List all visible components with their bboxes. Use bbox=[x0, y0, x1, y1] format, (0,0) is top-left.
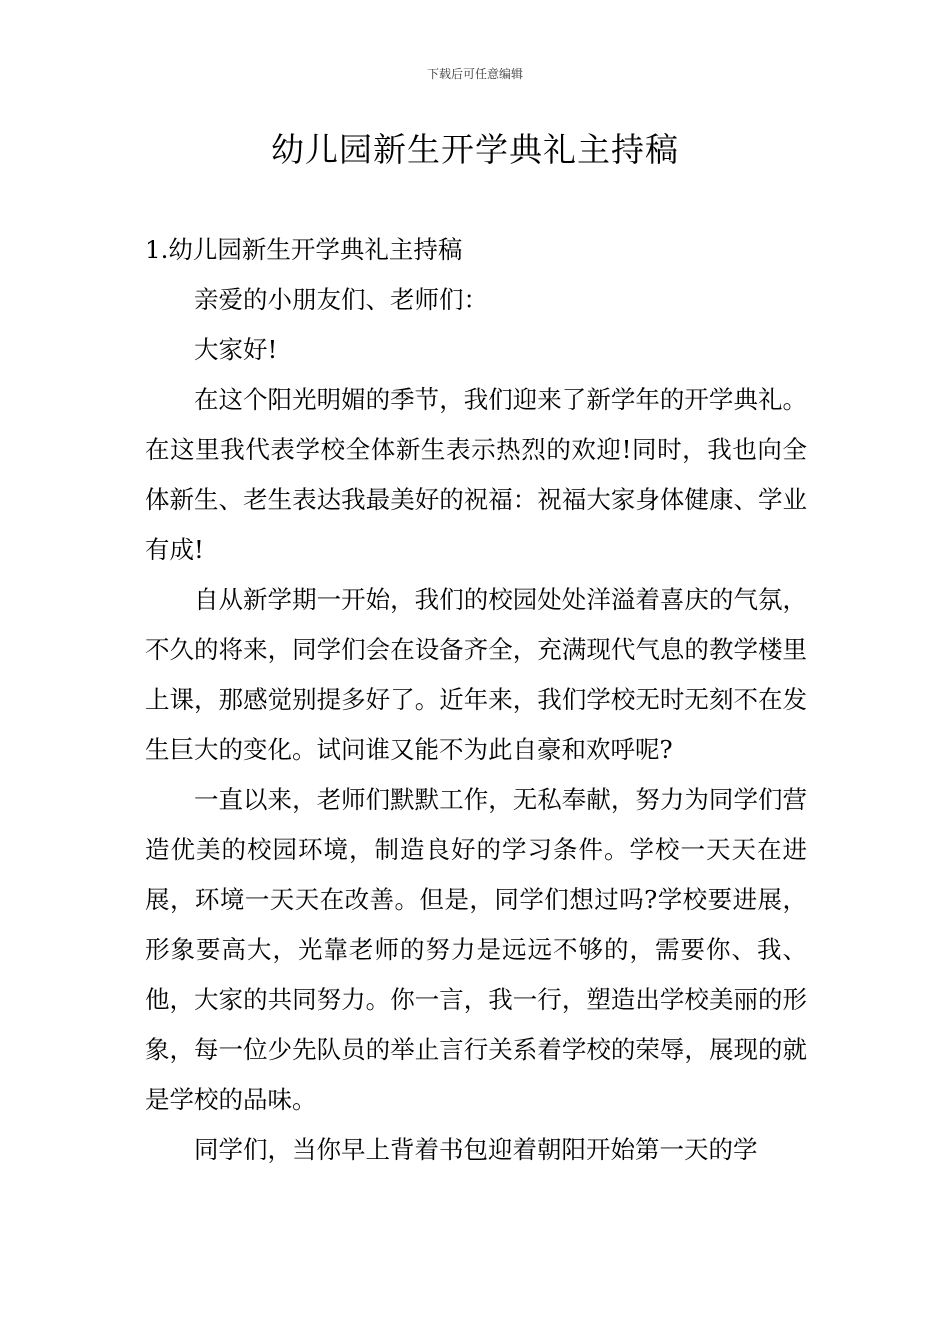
greeting: 大家好! bbox=[194, 335, 278, 364]
body-paragraph: 一直以来，老师们默默工作，无私奉献，努力为同学们营造优美的校园环境，制造良好的学习条件。学校一天天在进展，环境一天天在改善。但是，同学们想过吗?学校要进展，形象要高大，光靠老师的努力是远远不够的，需要你、我、他，大家的共同努力。你一言，我一行，塑造出学校美丽的形象，每一位少先队员的举止言行关系着学校的荣辱，展现的就是学校的品味。 bbox=[145, 785, 807, 1114]
document-body bbox=[145, 225, 807, 1175]
document-title: 幼儿园新生开学典礼主持稿 bbox=[271, 130, 679, 169]
header-note: 下载后可任意编辑 bbox=[426, 67, 523, 81]
section-heading: 1.幼儿园新生开学典礼主持稿 bbox=[145, 235, 463, 264]
body-paragraph: 在这个阳光明媚的季节，我们迎来了新学年的开学典礼。在这里我代表学校全体新生表示热烈的欢迎!同时，我也向全体新生、老生表达我最美好的祝福：祝福大家身体健康、学业有成! bbox=[145, 385, 807, 564]
body-paragraph: 自从新学期一开始，我们的校园处处洋溢着喜庆的气氛，不久的将来，同学们会在设备齐全，充满现代气息的教学楼里上课，那感觉别提多好了。近年来，我们学校无时无刻不在发生巨大的变化。试问谁又能不为此自豪和欢呼呢? bbox=[145, 585, 807, 764]
body-paragraph: 同学们，当你早上背着书包迎着朝阳开始第一天的学 bbox=[194, 1135, 758, 1164]
salutation: 亲爱的小朋友们、老师们： bbox=[194, 285, 488, 314]
